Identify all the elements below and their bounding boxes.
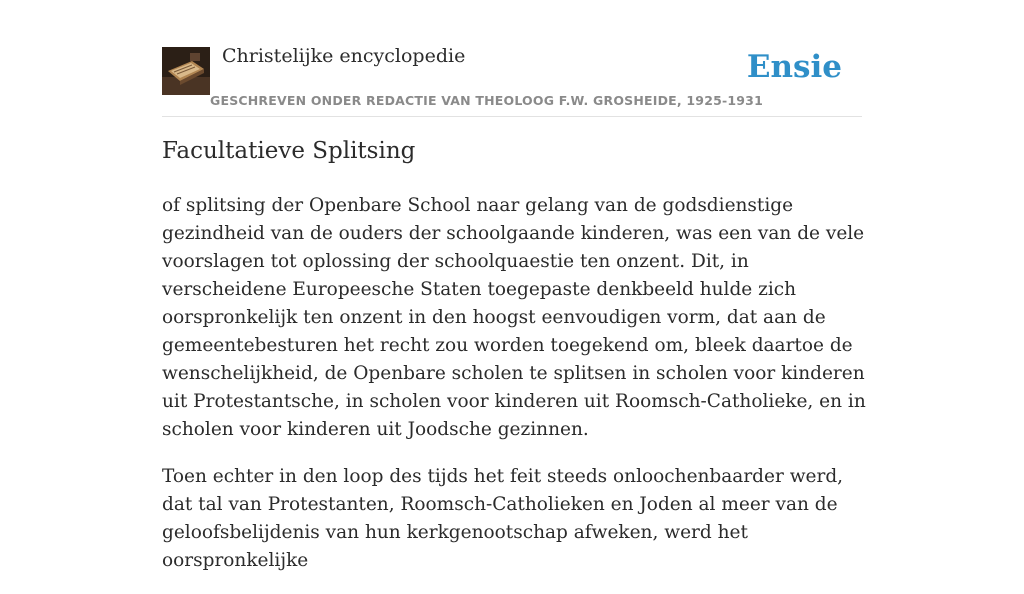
article-body [162, 192, 866, 594]
site-subtitle: GESCHREVEN ONDER REDACTIE VAN THEOLOOG F.W. GROSHEIDE, 1925-1931 [210, 93, 763, 108]
encyclopedia-avatar[interactable] [162, 47, 210, 95]
site-title[interactable]: Christelijke encyclopedie [222, 45, 466, 67]
site-header [162, 40, 862, 117]
article-title: Facultatieve Splitsing [162, 138, 416, 164]
article-paragraph: of splitsing der Openbare School naar gelang van de godsdienstige gezindheid van de ouders der schoolgaande kinderen, was een van de vele voorslagen tot oplossing der schoolquaestie ten onzent. Dit, in verscheidene Europeesche Staten toegepaste denkbeeld hulde zich oorspronkelijk ten onzent in den hoogst eenvoudigen vorm, dat aan de gemeentebesturen het recht zou worden toegekend om, bleek daartoe de wenschelijkheid, de Openbare scholen te splitsen in scholen voor kinderen uit Protestantsche, in scholen voor kinderen uit Roomsch-Catholieke, en in scholen voor kinderen uit Joodsche gezinnen. [162, 195, 866, 440]
ensie-logo[interactable]: Ensie [746, 49, 842, 85]
article-paragraph: Toen echter in den loop des tijds het feit steeds onloochenbaarder werd, dat tal van Protestanten, Roomsch-Catholieken en Joden al meer van de geloofsbelijdenis van hun kerkgenootschap afweken, werd het oorspronkelijke [162, 466, 844, 571]
book-image-icon [162, 47, 210, 95]
